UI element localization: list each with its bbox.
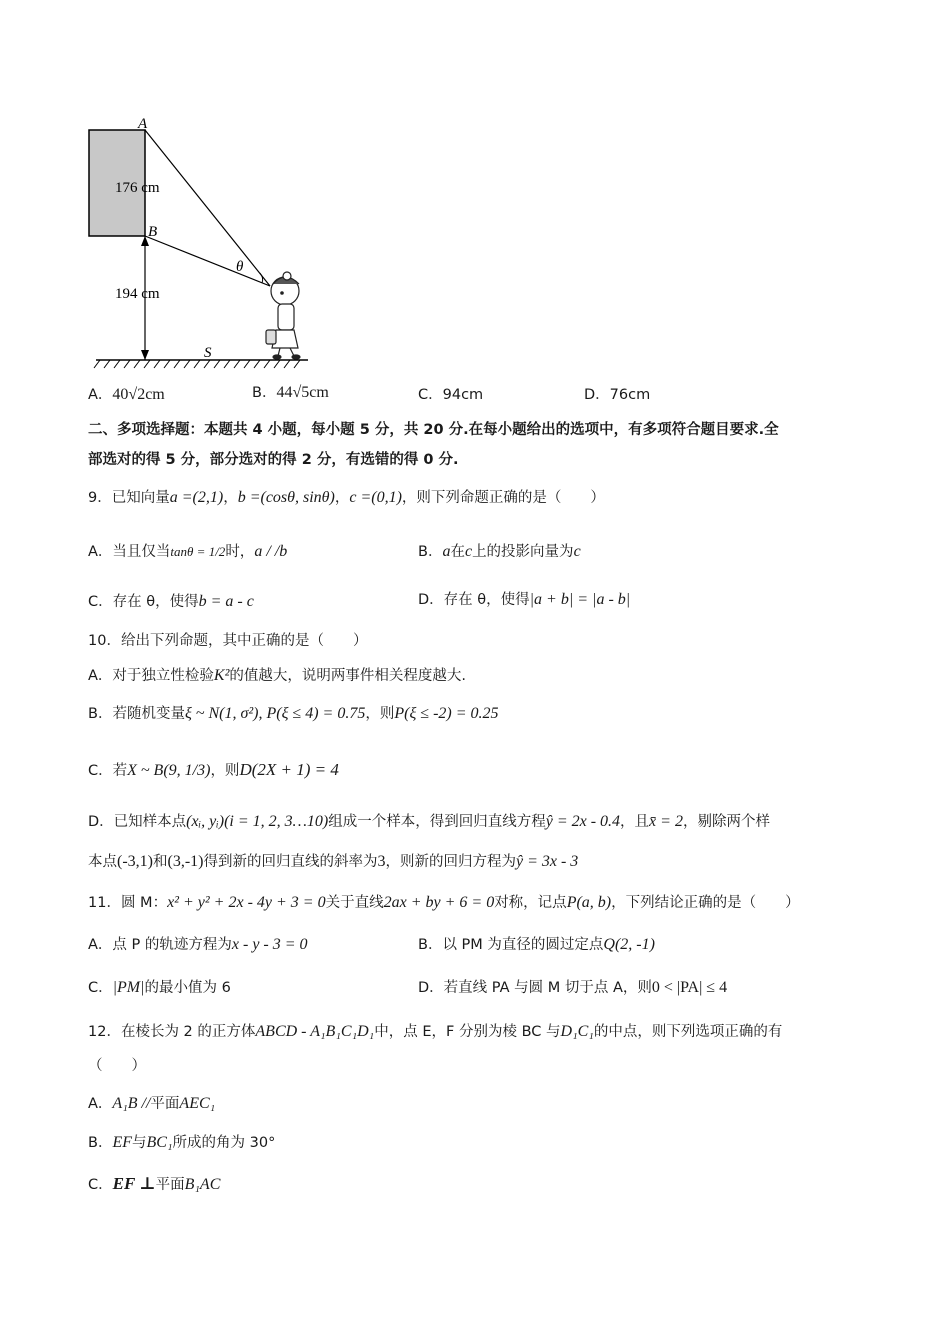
q10-option-d[interactable]: D．已知样本点(xᵢ, yᵢ)(i = 1, 2, 3…10)组成一个样本，得到回归直线方程ŷ = 2x - 0.4，且x̄ = 2，剔除两个样 [88,813,770,830]
section2-instructions-line1: 二、多项选择题：本题共 4 小题，每小题 5 分，共 20 分.在每小题给出的选项中，有多项符合题目要求.全 [88,422,779,438]
q11-option-a[interactable]: A．点 P 的轨迹方程为x - y - 3 = 0 [88,936,308,953]
q8-option-b-value: 44√5cm [276,384,329,401]
q8-option-a[interactable]: A．40√2cm [88,386,165,403]
q12-option-b[interactable]: B．EF与BC₁所成的角为 30° [88,1134,276,1151]
q9-option-b[interactable]: B．a在c上的投影向量为c [418,543,581,560]
q8-option-d[interactable]: D．76cm [584,387,651,403]
q9-stem: 9．已知向量a =(2,1)，b =(cosθ, sinθ)，c =(0,1)，则下列命题正确的是（ ） [88,489,605,506]
q10-option-c[interactable]: C．若X ~ B(9, 1/3)，则D(2X + 1) = 4 [88,760,339,779]
length-top: 176 cm [115,180,160,196]
q11-stem: 11．圆 M：x² + y² + 2x - 4y + 3 = 0关于直线2ax + by + 6 = 0对称，记点P(a, b)，下列结论正确的是（ ） [88,894,800,911]
sight-line-a [145,130,270,286]
q12-stem: 12．在棱长为 2 的正方体ABCD - A₁B₁C₁D₁中，点 E，F 分别为棱 BC 与D₁C₁的中点，则下列选项正确的有 [88,1023,783,1040]
q9-option-c[interactable]: C．存在 θ，使得b = a - c [88,593,254,610]
q9-option-a[interactable]: A．当且仅当tanθ = 1/2时，a / /b [88,543,288,560]
length-bottom: 194 cm [115,286,160,302]
q11-option-d[interactable]: D．若直线 PA 与圆 M 切于点 A，则0 < |PA| ≤ 4 [418,979,728,996]
sight-line-b [145,236,270,286]
q10-option-a[interactable]: A．对于独立性检验K²的值越大，说明两事件相关程度越大. [88,667,466,684]
section2-instructions-line2: 部选对的得 5 分，部分选对的得 2 分，有选错的得 0 分. [88,452,459,468]
label-S: S [204,345,212,361]
q12-option-a[interactable]: A．A₁B //平面AEC₁ [88,1095,216,1112]
label-A: A [138,116,148,132]
girl-illustration [266,272,300,359]
q11-option-c[interactable]: C．|PM|的最小值为 6 [88,979,231,996]
geometry-figure [80,108,410,398]
q8-option-a-value: 40√2cm [112,386,165,403]
q12-option-c[interactable]: C．EF ⊥平面B₁AC [88,1174,221,1193]
q8-option-b[interactable]: B．44√5cm [252,384,329,401]
q9-option-d[interactable]: D．存在 θ，使得|a + b| = |a - b| [418,591,631,608]
label-theta: θ [236,259,244,275]
ground-hatching [94,360,300,368]
q11-option-b[interactable]: B．以 PM 为直径的圆过定点Q(2, -1) [418,936,655,953]
q8-option-c[interactable]: C．94cm [418,387,484,403]
q10-option-b[interactable]: B．若随机变量ξ ~ N(1, σ²), P(ξ ≤ 4) = 0.75，则P(ξ ≤ -2) = 0.25 [88,705,499,722]
q12-answer-paren: （ ） [88,1058,146,1074]
label-B: B [148,224,158,240]
q10-stem: 10．给出下列命题，其中正确的是（ ） [88,633,368,649]
q10-option-d-continued: 本点(-3,1)和(3,-1)得到新的回归直线的斜率为3，则新的回归方程为ŷ = 3x - 3 [88,853,579,870]
